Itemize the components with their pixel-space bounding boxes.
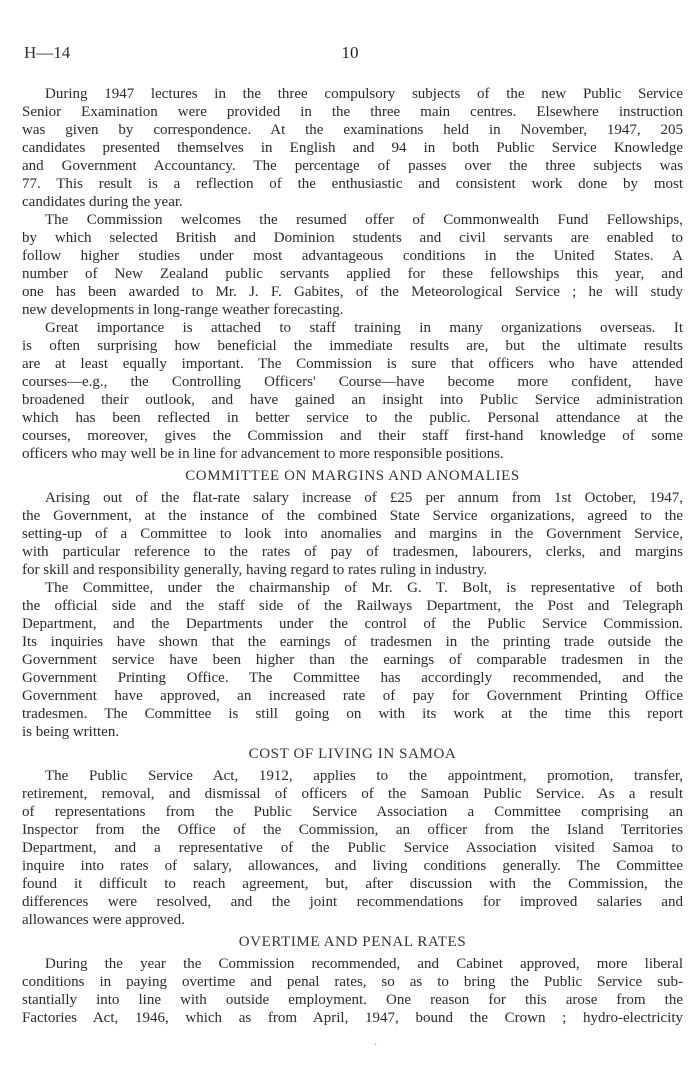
section <box>22 463 683 741</box>
text-line: candidates during the year. <box>22 194 183 210</box>
section <box>22 741 683 929</box>
text-line: follow higher studies under most advantageous conditions in the United States. A <box>22 248 683 264</box>
text-line: Senior Examination were provided in the three main centres. Elsewhere instruction <box>22 104 683 120</box>
text-line: was given by correspondence. At the examinations held in November, 1947, 205 <box>22 122 683 138</box>
text-line: Great importance is attached to staff training in many organizations overseas. It <box>45 320 683 336</box>
text-line: Its inquiries have shown that the earnings of tradesmen in the printing trade outside the <box>22 634 683 650</box>
text-line: courses, moreover, gives the Commission and their staff first-hand knowledge of some <box>22 428 683 444</box>
paragraph <box>22 767 683 929</box>
document-code: H—14 <box>24 43 71 62</box>
text-line: which has been reflected in better service to the public. Personal attendance at the <box>22 410 683 426</box>
text-line: the official side and the staff side of the Railways Department, the Post and Telegraph <box>22 598 683 614</box>
text-line: During 1947 lectures in the three compulsory subjects of the new Public Service <box>45 86 683 102</box>
text-line: The Public Service Act, 1912, applies to the appointment, promotion, transfer, <box>45 768 683 784</box>
paragraph <box>22 489 683 579</box>
text-line: courses—e.g., the Controlling Officers' Course—have become more confident, have <box>22 374 683 390</box>
section-heading: COMMITTEE ON MARGINS AND ANOMALIES <box>185 468 520 484</box>
text-line: number of New Zealand public servants applied for these fellowships this year, and <box>22 266 683 282</box>
paragraph <box>22 955 683 1027</box>
text-line: The Commission welcomes the resumed offer of Commonwealth Fund Fellowships, <box>45 212 683 228</box>
text-line: Department, and the Departments under the control of the Public Service Commission. <box>22 616 683 632</box>
text-line: Government Printing Office. The Committee has accordingly recommended, and the <box>22 670 683 686</box>
text-line: conditions in paying overtime and penal rates, so as to bring the Public Service sub- <box>22 974 683 990</box>
section <box>22 85 683 463</box>
text-line: retirement, removal, and dismissal of officers of the Samoan Public Service. As a result <box>22 786 683 802</box>
text-line: officers who may well be in line for advancement to more responsible positions. <box>22 446 504 462</box>
paragraph <box>22 211 683 319</box>
text-line: and Government Accountancy. The percentage of passes over the three subjects was <box>22 158 683 174</box>
section <box>22 929 683 1027</box>
text-line: 77. This result is a reflection of the enthusiastic and consistent work done by most <box>22 176 683 192</box>
text-line: is being written. <box>22 724 120 740</box>
text-line: one has been awarded to Mr. J. F. Gabites, of the Meteorological Service ; he will study <box>22 284 683 300</box>
text-line: inquire into rates of salary, allowances, and living conditions generally. The Committee <box>22 858 683 874</box>
text-line: allowances were approved. <box>22 912 185 928</box>
document-body <box>22 85 683 1027</box>
running-head <box>24 43 676 65</box>
text-line: Factories Act, 1946, which as from April, 1947, bound the Crown ; hydro-electricity <box>22 1010 683 1026</box>
section-heading: OVERTIME AND PENAL RATES <box>238 934 467 950</box>
text-line: Arising out of the flat-rate salary increase of £25 per annum from 1st October, 1947, <box>45 490 683 506</box>
text-line: Government have approved, an increased rate of pay for Government Printing Office <box>22 688 683 704</box>
text-line: Government service have been higher than the earnings of comparable tradesmen in the <box>22 652 683 668</box>
text-line: differences were resolved, and the joint recommendations for improved salaries and <box>22 894 683 910</box>
paragraph <box>22 579 683 741</box>
text-line: for skill and responsibility generally, having regard to rates ruling in industry. <box>22 562 488 578</box>
paragraph <box>22 319 683 463</box>
text-line: candidates presented themselves in English and 94 in both Public Service Knowledge <box>22 140 683 156</box>
text-line: During the year the Commission recommended, and Cabinet approved, more liberal <box>45 956 683 972</box>
text-line: stantially into line with outside employment. One reason for this arose from the <box>22 992 683 1008</box>
text-line: Inspector from the Office of the Commission, an officer from the Island Territories <box>22 822 683 838</box>
text-line: setting-up of a Committee to look into anomalies and margins in the Government Service, <box>22 526 683 542</box>
print-speck: · <box>374 1040 378 1051</box>
text-line: of representations from the Public Service Association a Committee comprising an <box>22 804 683 820</box>
text-line: found it difficult to reach agreement, but, after discussion with the Commission, the <box>22 876 683 892</box>
page-number: 10 <box>341 43 359 62</box>
text-line: with particular reference to the rates of pay of tradesmen, labourers, clerks, and margins <box>22 544 683 560</box>
text-line: the Government, at the instance of the combined State Service organizations, agreed to the <box>22 508 683 524</box>
section-heading: COST OF LIVING IN SAMOA <box>248 746 457 762</box>
text-line: is often surprising how beneficial the immediate results are, but the ultimate results <box>22 338 683 354</box>
text-line: new developments in long-range weather forecasting. <box>22 302 344 318</box>
text-line: The Committee, under the chairmanship of Mr. G. T. Bolt, is representative of both <box>45 580 683 596</box>
paragraph <box>22 85 683 211</box>
text-line: Department, and a representative of the Public Service Association visited Samoa to <box>22 840 683 856</box>
text-line: tradesmen. The Committee is still going on with its work at the time this report <box>22 706 683 722</box>
text-line: are at least equally important. The Commission is sure that officers who have attended <box>22 356 683 372</box>
text-line: broadened their outlook, and have gained an insight into Public Service administration <box>22 392 683 408</box>
text-line: by which selected British and Dominion students and civil servants are enabled to <box>22 230 683 246</box>
